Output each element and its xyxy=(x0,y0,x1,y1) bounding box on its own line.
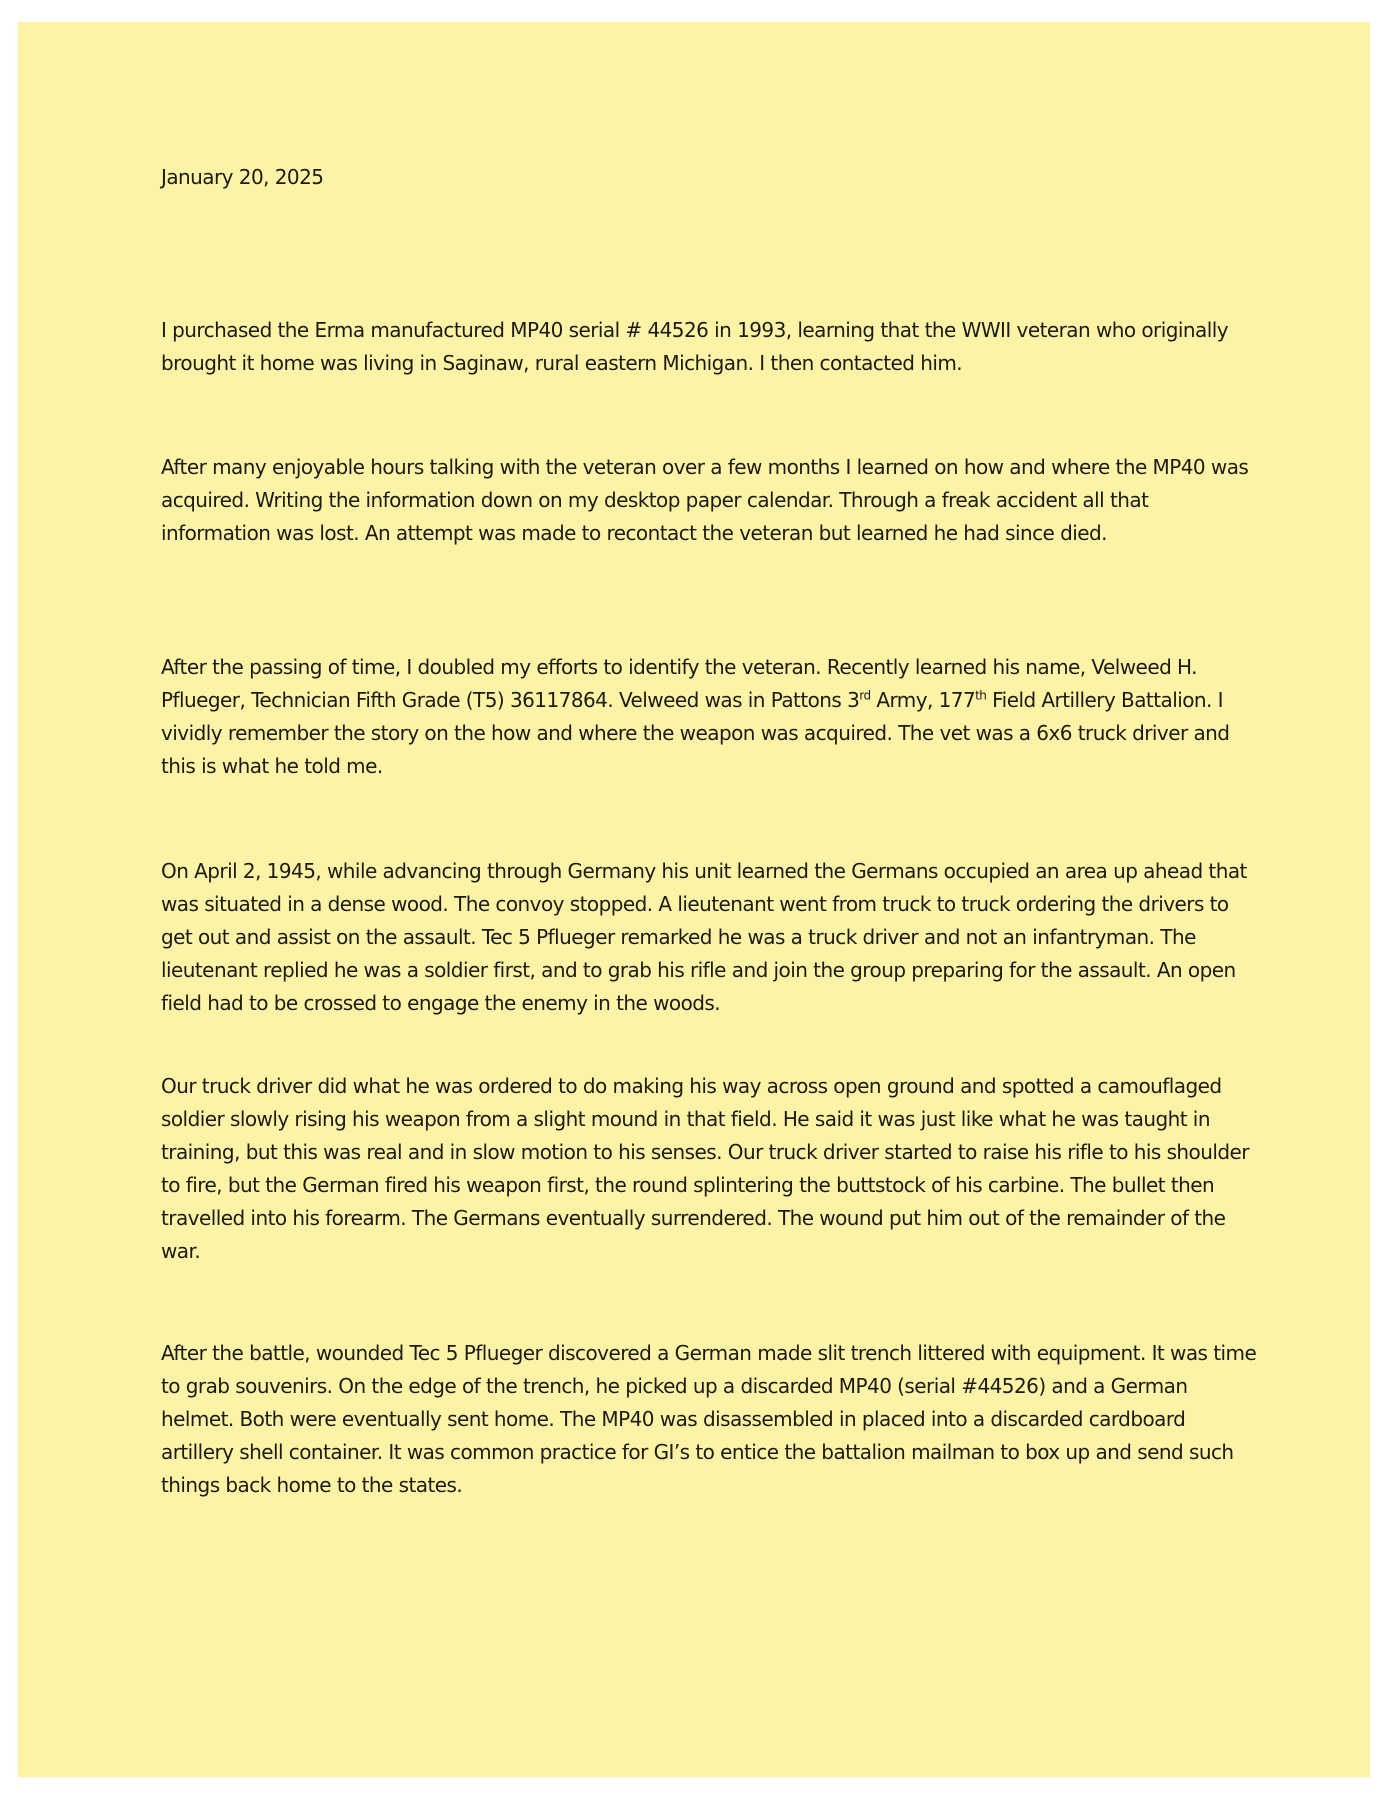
paragraph-veteran-identity-part-c: Field Artillery Battalion. I vividly remember the story on the how and where the weapon was acquired. The vet was a 6x6 truck driver and this is what he told me. xyxy=(161,688,1230,778)
superscript-th: th xyxy=(975,688,987,703)
paragraph-purchase: I purchased the Erma manufactured MP40 serial # 44526 in 1993, learning that the WWII veteran who originally brought it home was living in Saginaw, rural eastern Michigan. I then contacted him. xyxy=(161,318,1229,375)
superscript-rd: rd xyxy=(859,688,871,703)
paragraph-veteran-identity xyxy=(161,651,1261,783)
letter-date: January 20, 2025 xyxy=(161,165,324,189)
paragraph-veteran-identity-part-a: After the passing of time, I doubled my efforts to identify the veteran. Recently learned his name, Velweed H. Pflueger, Technician Fifth Grade (T5) 36117864. Velweed was in Pattons 3 xyxy=(161,655,1197,712)
paragraph-souvenir: After the battle, wounded Tec 5 Pflueger discovered a German made slit trench littered with equipment. It was time to grab souvenirs. On the edge of the trench, he picked up a discarded MP40 (serial #44526) and a German helmet. Both were eventually sent home. The MP40 was disassembled in placed into a discarded cardboard artillery shell container. It was common practice for GI’s to entice the battalion mailman to box up and send such things back home to the states. xyxy=(161,1341,1257,1497)
letter-page xyxy=(18,22,1370,1777)
paragraph-lost-information: After many enjoyable hours talking with the veteran over a few months I learned on how and where the MP40 was acquired. Writing the information down on my desktop paper calendar. Through a freak accident all that information was lost. An attempt was made to recontact the veteran but learned he had since died. xyxy=(161,455,1249,545)
paragraph-veteran-identity-part-b: Army, 177 xyxy=(870,688,976,712)
paragraph-assault: On April 2, 1945, while advancing through Germany his unit learned the Germans occupied an area up ahead that was situated in a dense wood. The convoy stopped. A lieutenant went from truck to truck ordering the drivers to get out and assist on the assault. Tec 5 Pflueger remarked he was a truck driver and not an infantryman. The lieutenant replied he was a soldier first, and to grab his rifle and join the group preparing for the assault. An open field had to be crossed to engage the enemy in the woods. xyxy=(161,859,1247,1015)
paragraph-wounded: Our truck driver did what he was ordered to do making his way across open ground and spotted a camouflaged soldier slowly rising his weapon from a slight mound in that field. He said it was just like what he was taught in training, but this was real and in slow motion to his senses. Our truck driver started to raise his rifle to his shoulder to fire, but the German fired his weapon first, the round splintering the buttstock of his carbine. The bullet then travelled into his forearm. The Germans eventually surrendered. The wound put him out of the remainder of the war. xyxy=(161,1074,1249,1263)
